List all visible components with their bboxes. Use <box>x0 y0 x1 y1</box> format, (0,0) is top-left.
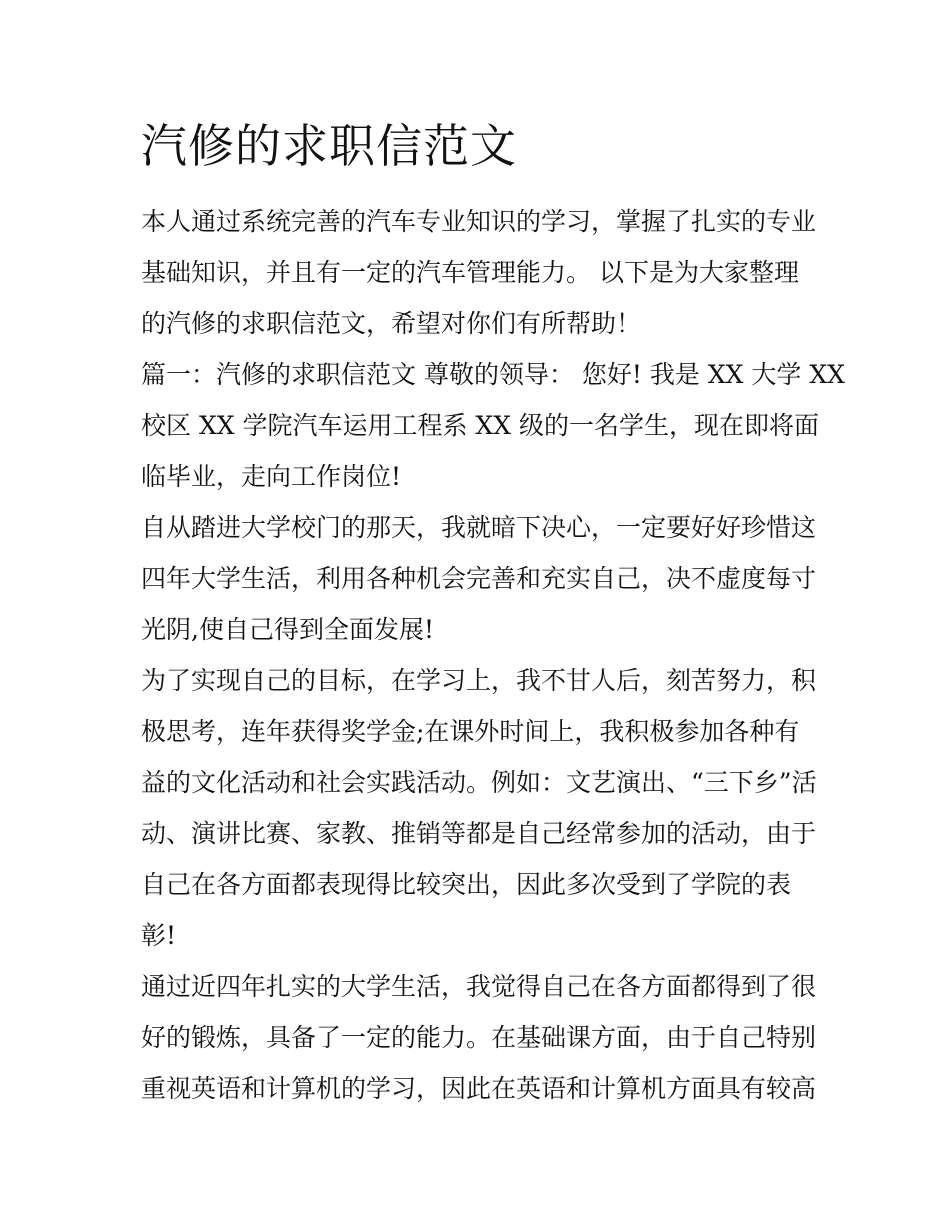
body-line-15: 彰! <box>141 921 177 950</box>
body-line-17: 好的锻炼，具备了一定的能力。在基础课方面，由于自己特别 <box>141 1023 817 1052</box>
document-title: 汽修的求职信范文 <box>141 119 517 173</box>
body-line-4: 篇一：汽修的求职信范文 尊敬的领导： 您好! 我是 XX 大学 XX <box>141 360 845 389</box>
body-line-14: 自己在各方面都表现得比较突出，因此多次受到了学院的表 <box>141 870 792 899</box>
body-line-12: 益的文化活动和社会实践活动。例如：文艺演出、“三下乡”活 <box>141 768 817 797</box>
body-line-3: 的汽修的求职信范文，希望对你们有所帮助！ <box>141 309 642 338</box>
body-line-11: 极思考，连年获得奖学金;在课外时间上，我积极参加各种有 <box>141 717 800 746</box>
body-line-13: 动、演讲比赛、家教、推销等都是自己经常参加的活动，由于 <box>141 819 817 848</box>
body-line-9: 光阴,使自己得到全面发展! <box>141 615 434 644</box>
body-line-1: 本人通过系统完善的汽车专业知识的学习，掌握了扎实的专业 <box>141 207 817 236</box>
body-line-7: 自从踏进大学校门的那天，我就暗下决心，一定要好好珍惜这 <box>141 513 817 542</box>
body-line-16: 通过近四年扎实的大学生活，我觉得自己在各方面都得到了很 <box>141 972 817 1001</box>
body-line-8: 四年大学生活，利用各种机会完善和充实自己，决不虚度每寸 <box>141 564 817 593</box>
body-line-5: 校区 XX 学院汽车运用工程系 XX 级的一名学生，现在即将面 <box>141 411 819 440</box>
body-line-10: 为了实现自己的目标，在学习上，我不甘人后，刻苦努力，积 <box>141 666 817 695</box>
body-line-18: 重视英语和计算机的学习，因此在英语和计算机方面具有较高 <box>141 1074 817 1103</box>
body-line-2: 基础知识，并且有一定的汽车管理能力。 以下是为大家整理 <box>141 258 799 287</box>
body-line-6: 临毕业，走向工作岗位! <box>141 462 402 491</box>
